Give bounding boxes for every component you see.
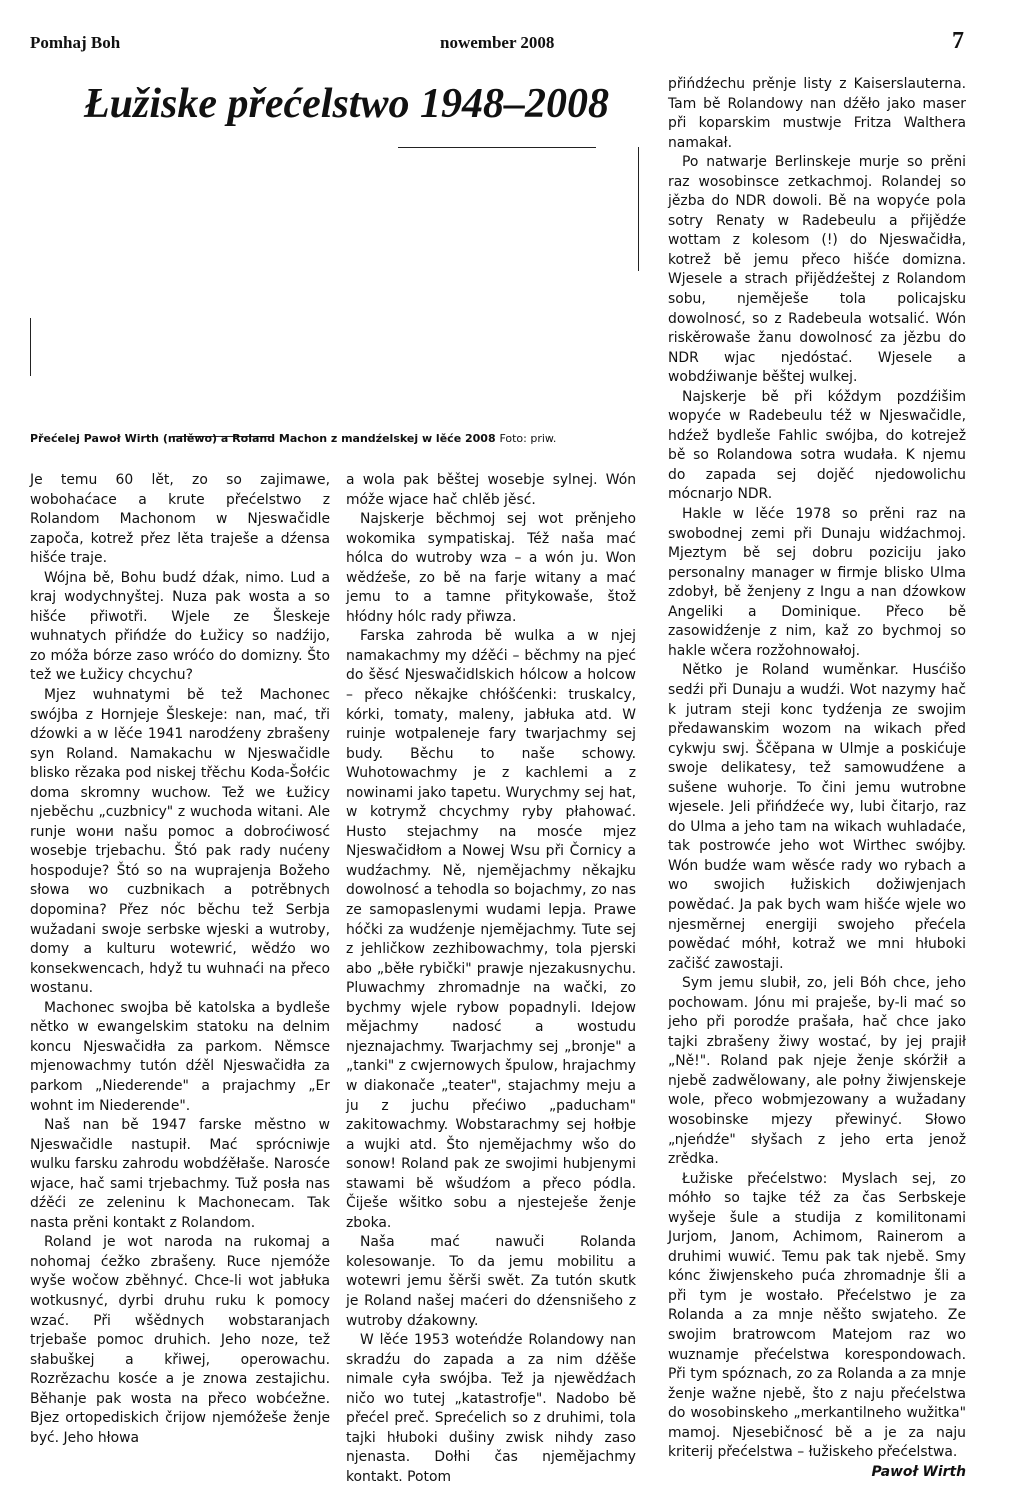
paragraph: Hakle w lěće 1978 so prěni raz na swobodnej zemi při Dunaju widźachmoj. Mjeztym bě sej dobru poziciju jako personalny manager w firmje blisko Ulma zdobył, bě ženjeny z Ingu a nan dźowkow Angeliki a Dominique. Přeco bě zasowidźenje z nim, kaž zo bychmoj so hakle wčera rozžohnowałoj. [668, 506, 966, 659]
caption-text: Přećelej Pawoł Wirth (nalěwo) a Roland Machon z mandźelskej w lěće 2008 [30, 432, 496, 445]
publication-name: Pomhaj Boh [30, 33, 121, 52]
page-number: 7 [952, 28, 964, 54]
paragraph [668, 1170, 966, 1480]
paragraph: Naša mać nawuči Rolanda kolesowanje. To da jemu mobilitu a wotewri jemu šěrši swět. Za tutón skutk je Roland našej maćeri do dźensnišeho z wutroby dźakowny. [346, 1234, 636, 1329]
paragraph: přińdźechu prěnje listy z Kaiserslauterna. Tam bě Rolandowy nan dźěło jako maser při koparskim mustwje Fritza Walthera namakał. [668, 76, 966, 151]
paragraph: Sym jemu slubił, zo, jeli Bóh chce, jeho pochowam. Jónu mi praješe, by-li mać so jeho při porodźe prašała, hač chce jako tajki zbrašeny žiwy wostać, by jej prajił „Ně!". Roland pak njeje ženje skóržił a njebě zadwělowany, ale połny žiwjenskeje wole, přeco wobmjezowany a wužadany wosobinske mjezy přewinyć. Słowo „njeńdźe" słyšach z jeho erta jenož zrědka. [668, 975, 966, 1168]
paragraph: W lěće 1953 wotеńdźe Rolandowy nan skradźu do zapada a za nim dźěše nimale cyła swójba. Tež ja njewědźach ničo wo tutej „katastrofje". Nadobo bě přećel preč. Sprećelich so z druhimi, tola tajki hłuboki dušiny zwisk nihdy zaso njenasta. Dołhi čas njemějachmy kontakt. Potom [346, 1332, 636, 1485]
paragraph: Farska zahroda bě wulka a w njej namakachmy my dźěći – běchmy na pjeć do šěsć Njeswačidlskich hólcow a holcow – přeco někajke chłóšćenki: truskalcy, kórki, tomaty, maleny, jabłuka atd. W ruinje wotpaleneje fary twarjachmy sej budy. Běchu to naše schowy. Wuhotowachmy je z kachlemi a z nowinami jako tapetu. Wurychmy sej hat, w kotrymž chcychmy ryby płahować. Husto stejachmy na mosće mjez Njeswačidłom a Nowej Wsu při Čornicy a wudźachmy. Ně, njemějachmy někajku dowolnosć a tehodla so bojachmy, zo nas ze samopaslenymi wudami lepja. Prawe hóčki za wudźenje njemějachmy. Tute sej z jehličkow zezhibowachmy, tola pjerski abo „běłe rybički" prawje njezakusnychu. Pluwachmy zhromadnje na wački, zo bychmy wjele rybow popadnyli. Idejow mějachmy nadosć a wostudu njeznajachmy. Twarjachmy sej „bronje" a „tanki" z cwjernowych špulow, hrajachmy w diakonače „teater", stajachmy meju a ju z juchu přećiwo „paducham" zakitowachmy. Wobstarachmy sej hołbje a wujki atd. Što njemějachmy wšo do sonow! Roland pak ze swojimi hubjenymi stawami bě wšudźom a přeco pódla. Čiješe wšitko sobu a njesteješe ženje zboka. [346, 628, 636, 1231]
issue-date: nowember 2008 [440, 33, 555, 52]
article-title: Łužiske přećelstwo 1948–2008 [84, 81, 609, 127]
paragraph-text: Łužiske přećelstwo: Myslach sej, zo móhło so tajke též za čas Serbskeje wyšeje šule a studija z komilitonami Jurjom, Janom, Achimom, Rainerom a druhimi wuwić. Temu pak tak njebě. Smy kónc žiwjenskeho puća zhromadnje šli a při tym je wostało. Přećelstwo je za Rolanda a za mnje něšto swjateho. Ze swojim bratrowcom Matejom raz wo wuznamje přećelstwa korespondowach. Při tym spóznach, zo za Rolanda a za mnje ženje wažne njebě, što z naju přećelstwa do wosobinskeho „merkantilneho wužitka" mamoj. Njesebičnosć bě a je za naju kriterij přećelstwa – łužiskeho přećelstwa. [668, 1170, 966, 1461]
paragraph: Po natwarje Berlinskeje murje so prěni raz wosobinsce zetkachmoj. Rolandej so jězba do NDR dowoli. Bě na wopyće pola sotry Renaty w Radebeulu a přijědźe wottam z kolesom (!) do Njeswačidła, kotrež bě jemu přeco hišće domizna. Wjesele a strach přijědźeštej z Rolandom sobu, njeměješe tola policajsku dowolnosć, so z Radebeula wotsalić. Wón riskěrowaše žanu dowolnosć za jězbu do NDR wjac njedóstać. Wjesele a wobdźiwanje běštej wulkej. [668, 154, 966, 386]
paragraph: Roland je wot naroda na rukomaj a nohomaj ćežko zbrašeny. Ruce njemóže wyše wočow zběhnyć. Chce-li wot jabłuka wotkusnyć, dyrbi druhu ruku k pomocy wzać. Při wšědnych wobstaranjach trjebaše pomoc druhich. Jeho noze, tež słabuškej a křiwej, operowachu. Rozrězachu kosće a je znowa zestajichu. Běhanje pak wosta na přeco wobćežne. Bjez ortopediskich črijow njemóžeše ženje być. Jeho hłowa [30, 1234, 330, 1446]
photo-frame-left-line [30, 318, 31, 376]
paragraph: Naš nan bě 1947 farske městno w Njeswačidle nastupił. Mać sprócniwje wulku farsku zahrodu wobdźěłaše. Narosće wjace, hač sami trjebachmy. Tuž posła nas dźěći ze zeleninu k Machonecam. Tak nasta prěni kontakt z Rolandom. [30, 1117, 330, 1231]
paragraph: Nětko je Roland wuměnkar. Husćišo sedźi při Dunaju a wudźi. Wot nazymy hač k jutram steji konc tydźenja ze swojim předawanskim wozom na wikach před cykwju swj. Ščěpana w Ulmje a poskićuje swoje delikatesy, tež samowudźene a sušene wuhorje. To čini jemu wutrobne wjesele. Jeli přińdźeće wy, lubi čitarjo, raz do Ulma a jeho tam na wikach wuhladaće, tak postrowće jeho wot Wirthec swójby. Wón budźe wam wěsće rady wo rybach a wo swojich łužiskich dožiwjenjach powědać. Ja pak bych wam hišće wjele wo njesměrnej energiji swojeho přećela powědać móhł, kotraž we mni hłuboki začišć zawostaji. [668, 662, 966, 972]
paragraph: Mjez wuhnatymi bě tež Machonec swójba z Hornjeje Šleskeje: nan, mać, tři dźowki a w lěće 1941 narodźeny zbrašeny syn Roland. Namakachu w Njeswačidle blisko rězaka pod niskej třěchu Koda-Šołćic doma skromny wuchow. Tež we Łužicy njeběchu „cuzbnicy" z wuchoda witani. Ale runje wони našu pomoc a dobroćiwosć wosebje trjebachu. Štó pak rady nućeny hospoduje? Štó so na wuprajenja Božeho słowa wo cuzbnikach a potrěbnych dopomina? Přez nóc běchu tež Serbja wužadani swoje serbske wjeski a wutroby, domy a kulturu wotewrić, wědźo wo konsekwencach, hdyž tu wuhnaći na přeco wostanu. [30, 687, 330, 997]
paragraph: Je temu 60 lět, zo so zajimawe, wobohaćace a krute přećelstwo z Rolandom Machonom w Njeswačidle započa, kotrež přez lěta traješe a dźensa hišće traje. [30, 472, 330, 567]
author-signature: Pawoł Wirth [871, 1463, 966, 1480]
paragraph: a wola pak běštej wosebje sylnej. Wón móže wjace hač chlěb jěsć. [346, 472, 636, 508]
photo-frame-right-line [638, 147, 639, 271]
paragraph: Wójna bě, Bohu budź dźak, nimo. Lud a kraj wodychnyštej. Nuza pak wosta a so hišće přiwotři. Wjele ze Šleskeje wuhnatych přińdźe do Łužicy so nadźijo, zo móža bórze zaso wróćo do domizny. Što tež we Łužicy chcychu? [30, 569, 330, 684]
paragraph: Najskerje bě při kóždym pozdźišim wopyće w Radebeulu též w Njeswačidle, hdźež bydleše Fahlic swójba, do kotrejež bě so Rolandowa sotra wudała. K njemu do zapada sej dojěć njedowolichu mócnarjo NDR. [668, 388, 966, 503]
article-column-2 [346, 471, 636, 1487]
title-underline [398, 147, 596, 148]
paragraph: Machonec swojba bě katolska a bydleše nětko w ewangelskim statoku na delnim koncu Njeswačidła za parkom. Němsce mjenowachmy tutón dźěl Njeswačidła za parkom „Niederende" a prajachmy „Er wohnt im Niederende". [30, 999, 330, 1114]
photo-caption [30, 432, 556, 445]
article-column-3 [668, 75, 966, 1482]
article-column-1 [30, 471, 330, 1448]
paragraph: Najskerje běchmoj sej wot prěnjeho wokomika sympatiskaj. Též naša mać hólca do wutroby wza – a wón ju. Won wědźeše, zo bě na farje witany a mać jemu to a tamne přitykowaše, štož hłódny hólc rady přiwza. [346, 511, 636, 625]
photo-credit: Foto: priw. [499, 432, 557, 445]
